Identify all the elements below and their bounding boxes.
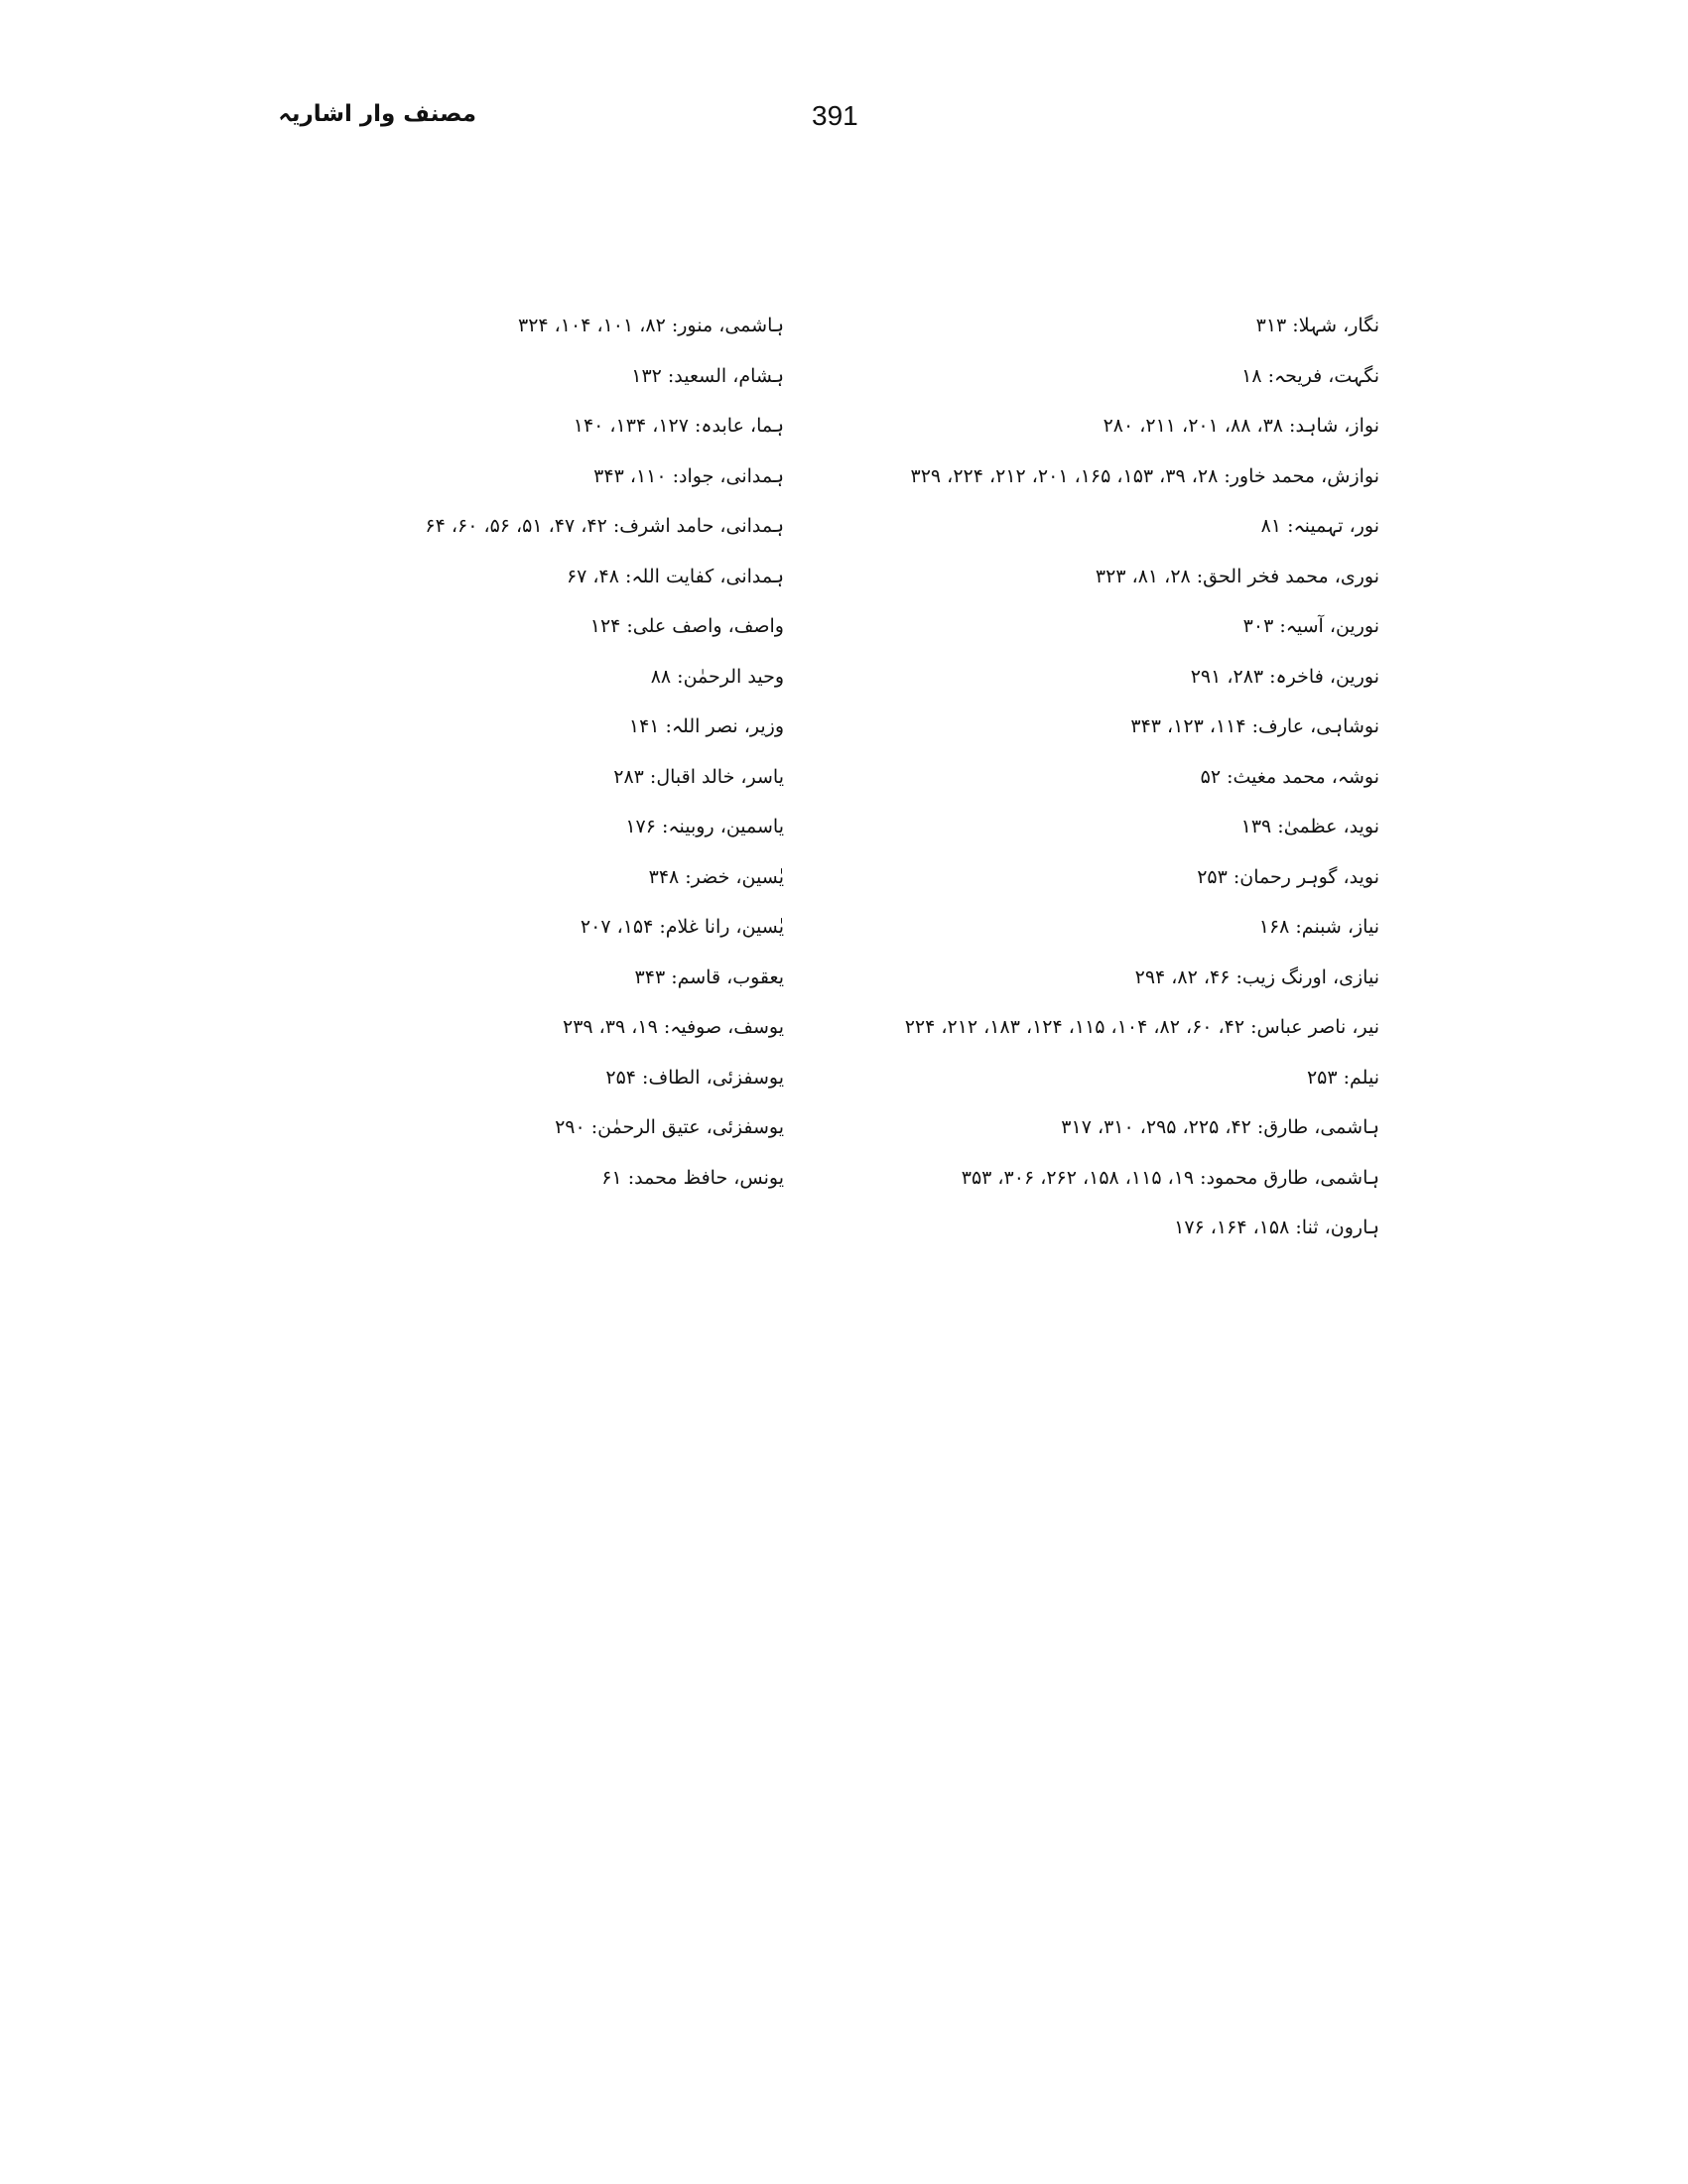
index-entry: نورین، فاخرہ: ۲۸۳، ۲۹۱ [1190, 665, 1379, 688]
index-entry: یعقوب، قاسم: ۳۴۳ [634, 965, 784, 988]
index-entry: ہمدانی، جواد: ۱۱۰، ۳۴۳ [593, 464, 784, 487]
index-entry: یاسر، خالد اقبال: ۲۸۳ [613, 765, 784, 788]
index-entry: نوشہ، محمد مغیث: ۵۲ [1200, 765, 1379, 788]
index-entry: وحید الرحمٰن: ۸۸ [650, 665, 784, 688]
index-entry: یاسمین، روبینہ: ۱۷۶ [625, 816, 784, 837]
index-entry: یٰسین، رانا غلام: ۱۵۴، ۲۰۷ [580, 916, 784, 938]
index-entry: ہاشمی، منور: ۸۲، ۱۰۱، ۱۰۴، ۳۲۴ [518, 315, 784, 336]
index-entry: ہمدانی، حامد اشرف: ۴۲، ۴۷، ۵۱، ۵۶، ۶۰، ۶۴ [425, 515, 784, 537]
index-entry: یوسفزئی، عتیق الرحمٰن: ۲۹۰ [555, 1116, 784, 1138]
index-entry: نیلم: ۲۵۳ [1306, 1066, 1379, 1089]
index-entry: ہارون، ثنا: ۱۵۸، ۱۶۴، ۱۷۶ [1174, 1217, 1379, 1238]
index-entry: نگار، شہلا: ۳۱۳ [1255, 315, 1379, 336]
index-entry: یٰسین، خضر: ۳۴۸ [648, 865, 784, 888]
index-entry: نیر، ناصر عباس: ۴۲، ۶۰، ۸۲، ۱۰۴، ۱۱۵، ۱۲۴، ۱۸۳، ۲۱۲، ۲۲۴ [904, 1016, 1379, 1038]
page-number: 391 [812, 100, 858, 131]
index-entry: نوید، گوہر رحمان: ۲۵۳ [1197, 865, 1379, 888]
index-entry: ہاشمی، طارق محمود: ۱۹، ۱۱۵، ۱۵۸، ۲۶۲، ۳۰۶، ۳۵۳ [961, 1166, 1379, 1189]
index-entry: نگہت، فریحہ: ۱۸ [1241, 364, 1379, 387]
index-entry: یوسفزئی، الطاف: ۲۵۴ [605, 1066, 784, 1089]
index-entry: نیازی، اورنگ زیب: ۴۶، ۸۲، ۲۹۴ [1134, 965, 1379, 988]
index-entry: نوازش، محمد خاور: ۲۸، ۳۹، ۱۵۳، ۱۶۵، ۲۰۱، ۲۱۲، ۲۲۴، ۳۲۹ [910, 464, 1379, 487]
index-entry: یوسف، صوفیہ: ۱۹، ۳۹، ۲۳۹ [562, 1016, 784, 1038]
index-column-left [288, 301, 784, 1203]
index-entry: نور، تہمینہ: ۸۱ [1260, 515, 1379, 537]
index-entry: ہشام، السعید: ۱۳۲ [631, 364, 784, 387]
section-title: مصنف وار اشاریہ [278, 101, 476, 127]
index-entry: نوید، عظمیٰ: ۱۳۹ [1240, 816, 1379, 837]
index-entry: نوشاہی، عارف: ۱۱۴، ۱۲۳، ۳۴۳ [1130, 715, 1379, 737]
index-entry: ہما، عابدہ: ۱۲۷، ۱۳۴، ۱۴۰ [573, 415, 784, 437]
index-entry: یونس، حافظ محمد: ۶۱ [601, 1166, 784, 1189]
index-entry: نواز، شاہد: ۳۸، ۸۸، ۲۰۱، ۲۱۱، ۲۸۰ [1103, 415, 1379, 437]
index-entry: نیاز، شبنم: ۱۶۸ [1258, 916, 1379, 938]
index-entry: نوری، محمد فخر الحق: ۲۸، ۸۱، ۳۲۳ [1095, 565, 1379, 587]
index-entry: ہمدانی، کفایت اللہ: ۴۸، ۶۷ [566, 565, 784, 587]
index-entry: وزیر، نصر اللہ: ۱۴۱ [628, 715, 784, 737]
index-entry: نورین، آسیہ: ۳۰۳ [1242, 615, 1379, 637]
index-entry: واصف، واصف علی: ۱۲۴ [589, 615, 784, 637]
index-entry: ہاشمی، طارق: ۴۲، ۲۲۵، ۲۹۵، ۳۱۰، ۳۱۷ [1061, 1116, 1379, 1138]
